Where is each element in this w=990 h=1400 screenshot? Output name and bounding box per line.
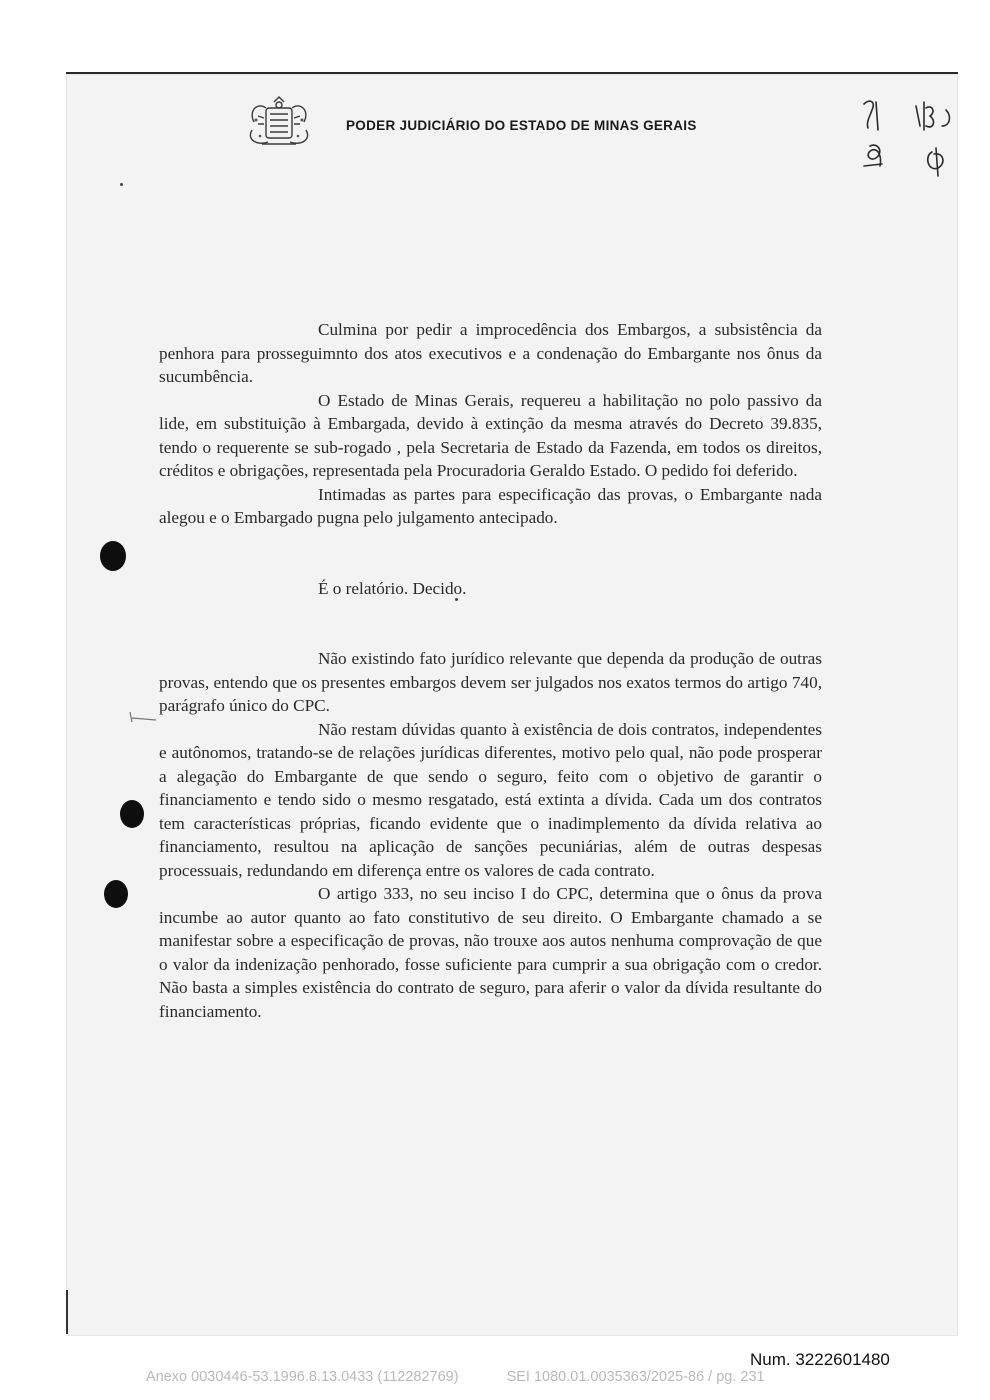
body-paragraph: Não existindo fato jurídico relevante que dependa da produção de outras provas, entendo que os presentes embargos devem ser julgados nos exatos termos do artigo 740, parágrafo único do CPC. [159,649,822,715]
relatorio-line: É o relatório. Decido. [318,578,467,598]
sei-reference: SEI 1080.01.0035363/2025-86 / pg. 231 [506,1369,765,1385]
section-spacer [159,600,822,647]
ink-blot [104,880,128,908]
annex-reference: Anexo 0030446-53.1996.8.13.0433 (112282769) [146,1369,459,1385]
page-edge-mark [66,1290,68,1334]
handwritten-folio-marks [862,96,958,192]
document-number: Num. 3222601480 [750,1350,890,1369]
decision-body [159,318,822,1023]
body-paragraph: O Estado de Minas Gerais, requereu a habilitação no polo passivo da lide, em substituição à Embargada, devido à extinção da mesma através do Decreto 39.835, tendo o requerente se sub-rogado , pela Secretaria de Estado da Fazenda, em todos os direitos, créditos e obrigações, representada pela Procuradoria Geraldo Estado. O pedido foi deferido. [159,390,822,480]
body-paragraph: O artigo 333, no seu inciso I do CPC, determina que o ônus da prova incumbe ao autor quanto ao fato constitutivo de seu direito. O Embargante chamado a se manifestar sobre a especificação de provas, não trouxe aos autos nenhuma comprovação de que o valor da indenização penhorado, fosse suficiente para cumprir a sua obrigação com o credor. Não basta a simples existência do contrato de seguro, para aferir o valor da dívida resultante do financiamento. [159,884,822,1021]
pencil-mark [128,710,158,726]
ink-blot [100,541,126,571]
scan-speck [120,183,123,186]
body-paragraph: Culmina por pedir a improcedência dos Embargos, a subsistência da penhora para prosseguimnto dos atos executivos e a condenação do Embargante nos ônus da sucumbência. [159,320,822,386]
handwritten-initials [862,96,958,192]
section-spacer [159,530,822,577]
body-paragraph: Intimadas as partes para especificação das provas, o Embargante nada alegou e o Embargado pugna pelo julgamento antecipado. [159,484,822,527]
footer-reference [146,1369,846,1385]
document-header [244,96,764,156]
court-title: PODER JUDICIÁRIO DO ESTADO DE MINAS GERAIS [346,118,697,133]
ink-blot [120,800,144,828]
coat-of-arms-seal [244,96,314,150]
body-paragraph: Não restam dúvidas quanto à existência de dois contratos, independentes e autônomos, tratando-se de relações jurídicas diferentes, motivo pelo qual, não pode prosperar a alegação do Embargante de que sendo o seguro, feito com o objetivo de garantir o financiamento e tendo sido o mesmo resgatado, está extinta a dívida. Cada um dos contratos tem características próprias, ficando evidente que o inadimplemento da dívida relativa ao financiamento, resultou na aplicação de sanções pecuniárias, além de outras despesas processuais, redundando em diferença entre os valores de cada contrato. [159,719,822,880]
